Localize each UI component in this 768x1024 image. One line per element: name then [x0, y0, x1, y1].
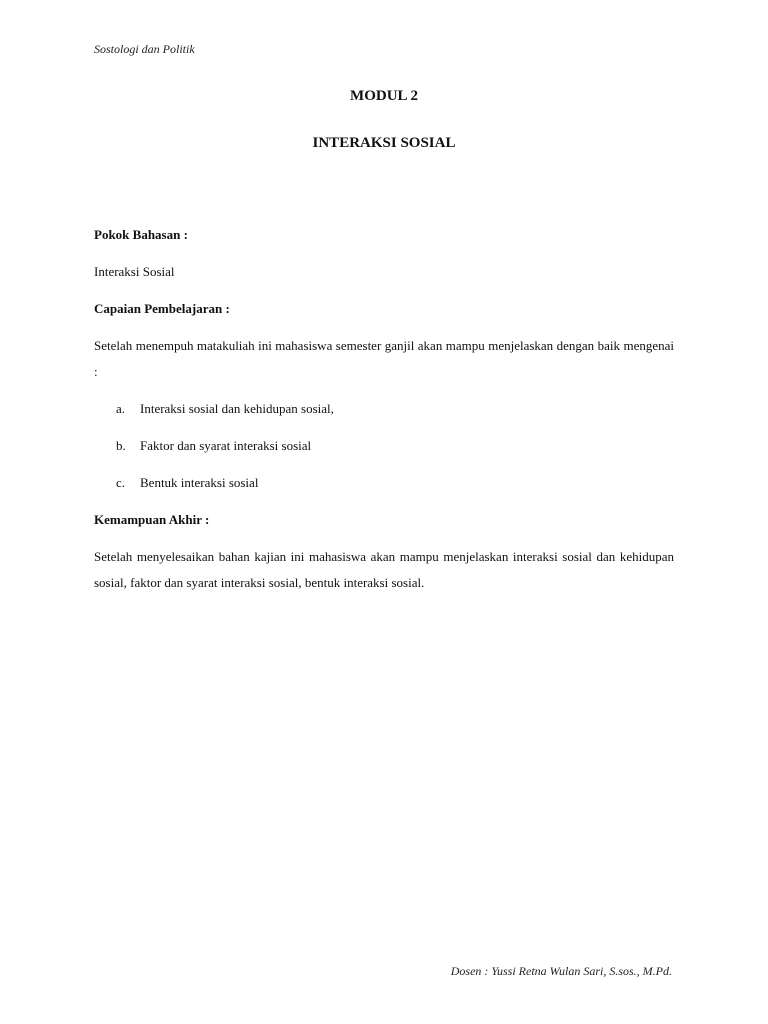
document-body: [94, 222, 674, 607]
capaian-text: Setelah menempuh matakuliah ini mahasiswa semester ganjil akan mampu menjelaskan dengan baik mengenai :: [94, 338, 674, 379]
list-marker: b.: [116, 438, 126, 453]
capaian-list: [94, 396, 674, 496]
list-item-text: Bentuk interaksi sosial: [140, 475, 259, 490]
list-marker: a.: [116, 401, 126, 416]
pokok-bahasan-heading: Pokok Bahasan :: [94, 227, 188, 242]
list-item-text: Interaksi sosial dan kehidupan sosial,: [140, 401, 334, 416]
pokok-bahasan-text: Interaksi Sosial: [94, 264, 175, 279]
kemampuan-text: Setelah menyelesaikan bahan kajian ini mahasiswa akan mampu menjelaskan interaksi sosial dan kehidupan sosial, faktor dan syarat interaksi sosial, bentuk interaksi sosial.: [94, 549, 674, 590]
list-marker: c.: [116, 475, 126, 490]
module-title: MODUL 2: [350, 88, 418, 104]
running-header: Sostologi dan Politik: [94, 42, 195, 56]
kemampuan-heading: Kemampuan Akhir :: [94, 512, 210, 527]
list-item-text: Faktor dan syarat interaksi sosial: [140, 438, 312, 453]
topic-title: INTERAKSI SOSIAL: [312, 135, 456, 151]
list-item: [94, 433, 674, 459]
list-item: [94, 470, 674, 496]
lecturer-footer: Dosen : Yussi Retna Wulan Sari, S.sos., M.Pd.: [450, 964, 672, 978]
list-item: [94, 396, 674, 422]
capaian-heading: Capaian Pembelajaran :: [94, 301, 230, 316]
